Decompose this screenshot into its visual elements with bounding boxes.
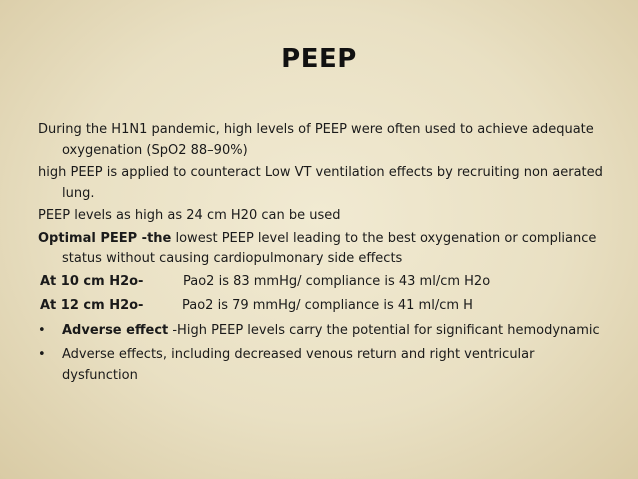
- row-10cm-text: Pao2 is 83 mmHg/ compliance is 43 ml/cm H2o: [183, 273, 491, 289]
- slide-title: PEEP: [281, 44, 357, 74]
- paragraph-high-peep: high PEEP is applied to counteract Low VT ventilation effects by recruiting non aerated lung.: [38, 165, 603, 201]
- row-10cm-label: At 10 cm H2o-: [40, 273, 144, 289]
- bullet-icon: •: [38, 347, 46, 362]
- slide-body: [38, 120, 608, 390]
- bullet-adverse-effect: [38, 321, 608, 342]
- adverse-effect-label: Adverse effect: [62, 322, 169, 338]
- row-10cm: [38, 272, 608, 293]
- row-12cm: [38, 296, 608, 317]
- optimal-peep-text: lowest PEEP level leading to the best oxygenation or compliance status without causing cardiopulmonary side effects: [62, 230, 597, 266]
- paragraph-h1n1: During the H1N1 pandemic, high levels of PEEP were often used to achieve adequate oxygenation (SpO2 88–90%): [38, 122, 594, 158]
- adverse-effect-text: -High PEEP levels carry the potential for significant hemodynamic: [168, 322, 600, 338]
- optimal-peep-label: Optimal PEEP -the: [38, 230, 172, 246]
- paragraph-optimal-peep: [38, 229, 608, 270]
- bullet-icon: •: [38, 322, 46, 338]
- paragraph-peep-levels: PEEP levels as high as 24 cm H20 can be used: [38, 208, 341, 223]
- row-12cm-label: At 12 cm H2o-: [40, 298, 144, 313]
- bullet-adverse-effects-text: Adverse effects, including decreased venous return and right ventricular dysfunction: [62, 347, 535, 383]
- bullet-adverse-effects: [38, 345, 608, 386]
- bullet-adverse-effect-text: [62, 321, 608, 342]
- row-12cm-text: Pao2 is 79 mmHg/ compliance is 41 ml/cm H: [182, 298, 473, 313]
